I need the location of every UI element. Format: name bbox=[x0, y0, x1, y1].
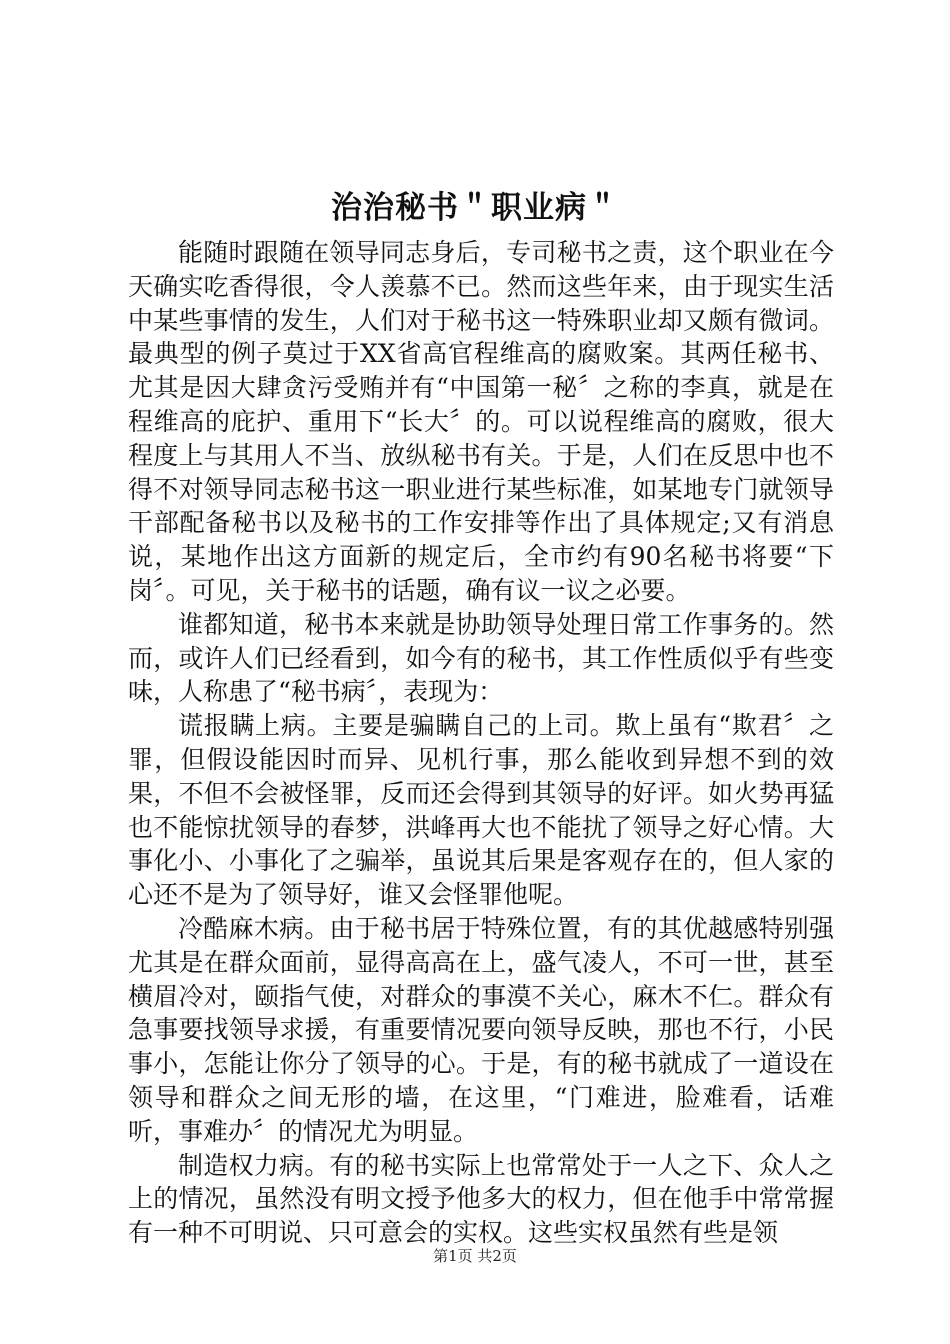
paragraph-power-creation: 制造权力病。有的秘书实际上也常常处于一人之下、众人之上的情况，虽然没有明文授予他多大的权力，但在他手中常常握有一种不可明说、只可意会的实权。这些实权虽然有些是领 bbox=[128, 1150, 834, 1248]
page-number-footer: 第1页 共2页 bbox=[433, 1247, 517, 1265]
paragraph-cold-indifference: 冷酷麻木病。由于秘书居于特殊位置，有的其优越感特别强尤其是在群众面前，显得高高在上，盛气凌人，不可一世，甚至横眉冷对，颐指气使，对群众的事漠不关心，麻木不仁。群众有急事要找领导求援，有重要情况要向领导反映，那也不行，小民事小，怎能让你分了领导的心。于是，有的秘书就成了一道设在领导和群众之间无形的墙，在这里，“门难进，脸难看，话难听，事难办〞的情况尤为明显。 bbox=[128, 913, 834, 1146]
paragraph-deceiving-superiors: 谎报瞒上病。主要是骗瞒自己的上司。欺上虽有“欺君〞之罪，但假设能因时而异、见机行事，那么能收到异想不到的效果，不但不会被怪罪，反而还会得到其领导的好评。如火势再猛也不能惊扰领导的春梦，洪峰再大也不能扰了领导之好心情。大事化小、小事化了之骗举，虽说其后果是客观存在的，但人家的心还不是为了领导好，谁又会怪罪他呢。 bbox=[128, 711, 834, 910]
paragraph-intro: 能随时跟随在领导同志身后，专司秘书之责，这个职业在今天确实吃香得很，令人羡慕不已。然而这些年来，由于现实生活中某些事情的发生，人们对于秘书这一特殊职业却又颇有微词。最典型的例子莫过于XX省高官程维高的腐败案。其两任秘书、尤其是因大肆贪污受贿并有“中国第一秘〞之称的李真，就是在程维高的庇护、重用下“长大〞的。可以说程维高的腐败，很大程度上与其用人不当、放纵秘书有关。于是，人们在反思中也不得不对领导同志秘书这一职业进行某些标准，如某地专门就领导干部配备秘书以及秘书的工作安排等作出了具体规定;又有消息说，某地作出这方面新的规定后，全市约有90名秘书将要“下岗〞。可见，关于秘书的话题，确有议一议之必要。 bbox=[128, 238, 834, 605]
article-body bbox=[128, 236, 834, 1250]
paragraph-secretary-role: 谁都知道，秘书本来就是协助领导处理日常工作事务的。然而，或许人们已经看到，如今有的秘书，其工作性质似乎有些变味，人称患了“秘书病〞，表现为： bbox=[128, 609, 834, 707]
page-title: 治治秘书＂职业病＂ bbox=[331, 190, 619, 226]
